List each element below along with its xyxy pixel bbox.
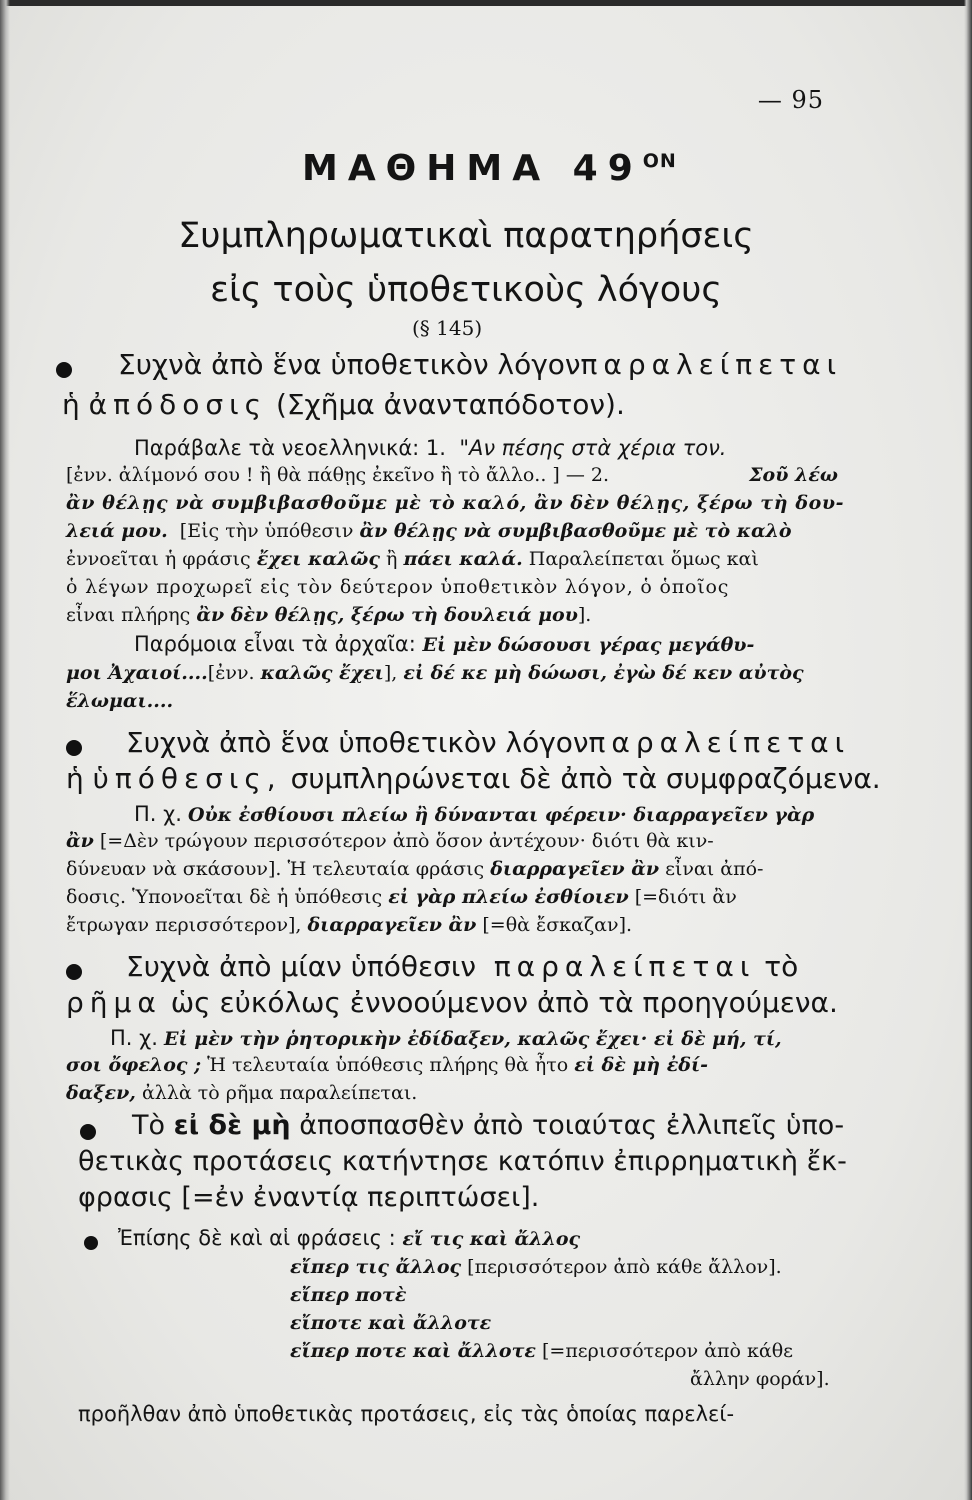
text-line: Συχνὰ ἀπὸ ἕνα ὑποθετικὸν λόγον παραλείπεται	[126, 726, 851, 759]
text-line: εἶναι πλήρης ἂν δὲν θέλῃς, ξέρω τὴ δουλειά μου].	[66, 604, 592, 626]
text-line: ἐννοεῖται ἡ φράσις ἔχει καλῶς ἢ πάει καλά. Παραλείπεται ὅμως καὶ	[66, 548, 759, 570]
text-line: Ἐπίσης δὲ καὶ αἱ φράσεις : εἴ τις καὶ ἄλλος	[118, 1226, 581, 1250]
text-line: Παρόμοια εἶναι τὰ ἀρχαῖα: Εἰ μὲν δώσουσι γέρας μεγάθυ-	[134, 632, 755, 656]
scan-top-edge	[0, 0, 972, 6]
bullet-icon	[66, 964, 82, 980]
text-line: εἴπερ τις ἄλλος [περισσότερον ἀπὸ κάθε ἄλλον].	[290, 1256, 782, 1278]
lesson-title	[302, 148, 677, 189]
text-line: δύνευαν νὰ σκάσουν]. Ἡ τελευταία φράσις διαρραγεῖεν ἂν εἶναι ἀπό-	[66, 858, 764, 880]
text-line: δαξεν, ἀλλὰ τὸ ρῆμα παραλείπεται.	[66, 1082, 418, 1104]
lesson-number: 49	[572, 148, 643, 189]
text-line: εἴπερ ποτε καὶ ἄλλοτε [=περισσότερον ἀπὸ κάθε	[290, 1340, 793, 1362]
text-line: ἂν θέλῃς νὰ συμβιβασθοῦμε μὲ τὸ καλό, ἂν δὲν θέλῃς, ξέρω τὴ δου-	[66, 492, 845, 514]
text-line: δοσις. Ὑπονοεῖται δὲ ἡ ὑπόθεσις εἰ γὰρ πλείω ἐσθίοιεν [=διότι ἂν	[66, 886, 737, 908]
lesson-suffix: ΟΝ	[642, 150, 677, 172]
text-line: Παράβαλε τὰ νεοελληνικά: 1. "Αν πέσης στὰ χέρια τον.	[134, 436, 727, 460]
text-line: λειά μου. [Εἰς τὴν ὑπόθεσιν ἂν θέλῃς νὰ συμβιβασθοῦμε μὲ τὸ καλὸ	[66, 520, 792, 542]
text-line: σοι ὄφελος ; Ἡ τελευταία ὑπόθεσις πλήρης θὰ ἦτο εἰ δὲ μὴ ἐδί-	[66, 1054, 709, 1076]
text-line: ρῆμα ὡς εὐκόλως ἐννοούμενον ἀπὸ τὰ προηγούμενα.	[66, 986, 838, 1019]
text-line: φρασις [=ἐν ἐναντίᾳ περιπτώσει].	[78, 1182, 540, 1213]
subtitle-line-1: Συμπληρωματικαὶ παρατηρήσεις	[178, 216, 754, 256]
text-line: [ἐνν. ἀλίμονό σου ! ἢ θὰ πάθῃς ἐκεῖνο ἢ τὸ ἄλλο.. ] — 2. Σοῦ λέω	[66, 464, 838, 486]
bullet-icon	[66, 740, 82, 756]
text-line: ἡ ὑπόθεσις, συμπληρώνεται δὲ ἀπὸ τὰ συμφραζόμενα.	[66, 762, 881, 795]
text-line: ἂν [=Δὲν τρώγουν περισσότερον ἀπὸ ὅσον ἀντέχουν· διότι θὰ κιν-	[66, 830, 714, 852]
text-line: Π. χ. Οὐκ ἐσθίουσι πλείω ἢ δύνανται φέρειν· διαρραγεῖεν γὰρ	[134, 802, 815, 826]
section-reference: (§ 145)	[412, 316, 483, 340]
text-line: Συχνὰ ἀπὸ μίαν ὑπόθεσιν παραλείπεται τὸ	[126, 950, 799, 983]
text-line: θετικὰς προτάσεις κατήντησε κατόπιν ἐπιρρηματικὴ ἔκ-	[78, 1146, 847, 1177]
lesson-word: ΜΑΘΗΜΑ	[302, 148, 551, 189]
scan-right-edge	[964, 0, 972, 1500]
text-line: ἄλλην φοράν].	[690, 1368, 830, 1390]
text-line: Συχνὰ ἀπὸ ἕνα ὑποθετικὸν λόγον παραλείπεται	[118, 348, 843, 381]
bullet-icon	[80, 1124, 96, 1140]
text-line: Π. χ. Εἰ μὲν τὴν ῥητορικὴν ἐδίδαξεν, καλῶς ἔχει· εἰ δὲ μή, τί,	[110, 1026, 782, 1050]
bullet-icon	[56, 362, 72, 378]
page-number: — 95	[757, 86, 824, 114]
text-line: ὁ λέγων προχωρεῖ εἰς τὸν δεύτερον ὑποθετικὸν λόγον, ὁ ὁποῖος	[66, 576, 730, 598]
text-line: μοι Ἀχαιοί....[ἐνν. καλῶς ἔχει], εἰ δέ κε μὴ δώωσι, ἐγὼ δέ κεν αὐτὸς	[66, 662, 804, 684]
text-line: προῆλθαν ἀπὸ ὑποθετικὰς προτάσεις, εἰς τὰς ὁποίας παρελεί-	[78, 1402, 735, 1426]
text-line: εἴπερ ποτὲ	[290, 1284, 407, 1306]
bullet-icon	[84, 1236, 98, 1250]
text-line: Τὸ εἰ δὲ μὴ ἀποσπασθὲν ἀπὸ τοιαύτας ἐλλιπεῖς ὑπο-	[132, 1110, 845, 1141]
text-line: ἔτρωγαν περισσότερον], διαρραγεῖεν ἂν [=θὰ ἔσκαζαν].	[66, 914, 633, 936]
subtitle-line-2: εἰς τοὺς ὑποθετικοὺς λόγους	[210, 270, 722, 310]
text-line: εἴποτε καὶ ἄλλοτε	[290, 1312, 492, 1334]
text-line: ἕλωμαι....	[66, 690, 174, 712]
text-line: ἡ ἀπόδοσις (Σχῆμα ἀνανταπόδοτον).	[62, 388, 625, 421]
